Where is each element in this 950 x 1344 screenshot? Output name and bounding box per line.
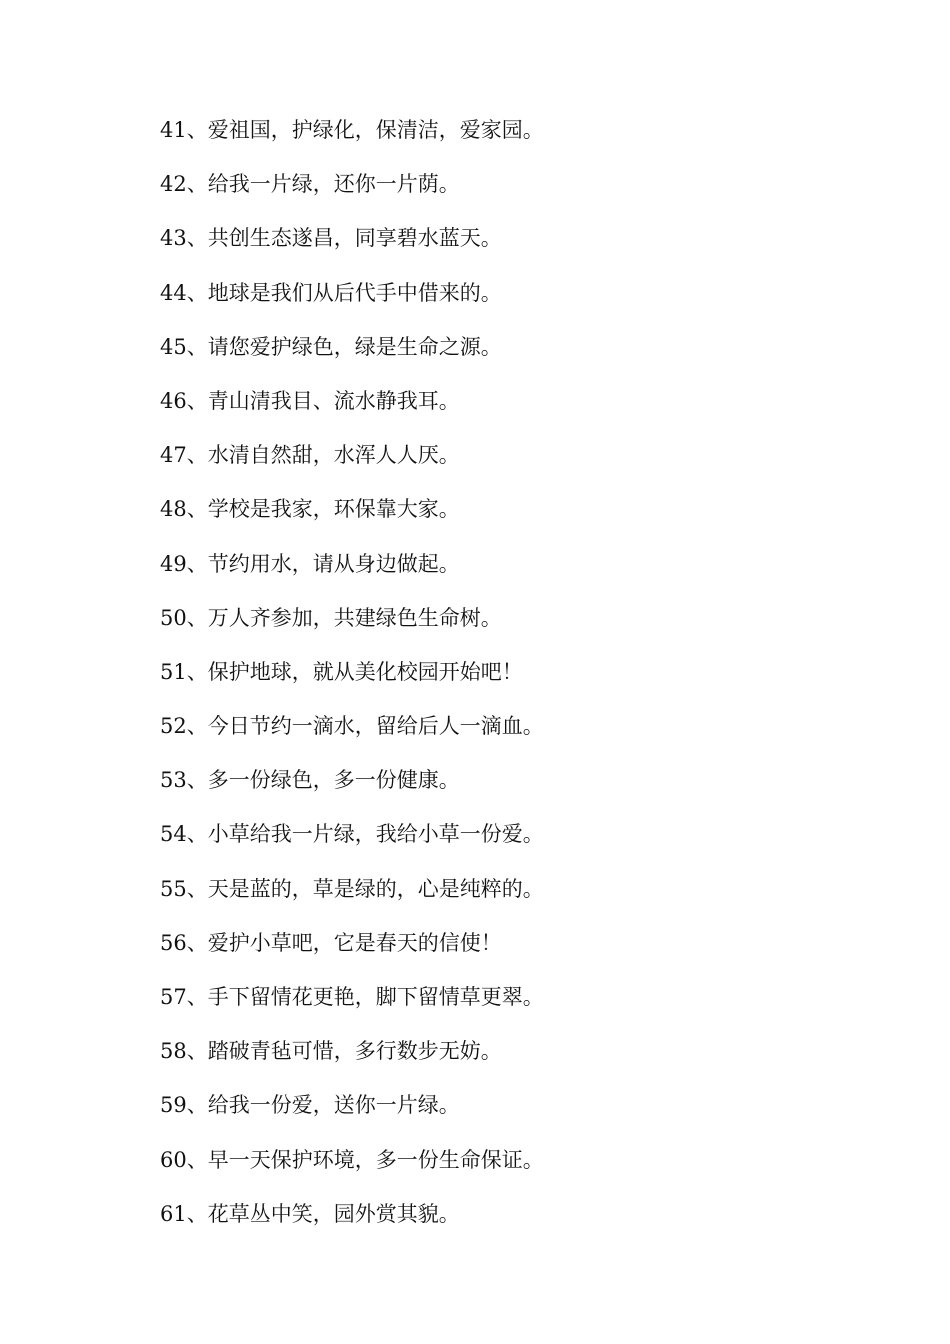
slogan-item: 44、地球是我们从后代手中借来的。 (160, 280, 502, 305)
slogan-list (160, 114, 544, 1252)
slogan-item: 59、给我一份爱，送你一片绿。 (160, 1093, 460, 1118)
slogan-item: 57、手下留情花更艳，脚下留情草更翠。 (160, 985, 544, 1009)
slogan-item: 58、踏破青毡可惜，多行数步无妨。 (160, 1039, 502, 1064)
slogan-item: 42、给我一片绿，还你一片荫。 (160, 172, 460, 197)
slogan-item: 55、天是蓝的，草是绿的，心是纯粹的。 (160, 876, 544, 901)
slogan-item: 41、爱祖国，护绿化，保清洁，爱家园。 (160, 118, 544, 142)
slogan-item: 52、今日节约一滴水，留给后人一滴血。 (160, 714, 544, 739)
slogan-item: 46、青山清我目、流水静我耳。 (160, 388, 460, 413)
slogan-item: 61、花草丛中笑，园外赏其貌。 (160, 1201, 460, 1226)
slogan-item: 45、请您爱护绿色，绿是生命之源。 (160, 334, 502, 359)
slogan-item: 60、早一天保护环境，多一份生命保证。 (160, 1147, 544, 1172)
slogan-item: 49、节约用水，请从身边做起。 (160, 551, 460, 576)
slogan-item: 48、学校是我家，环保靠大家。 (160, 497, 460, 522)
slogan-item: 53、多一份绿色，多一份健康。 (160, 768, 460, 793)
slogan-item: 43、共创生态遂昌，同享碧水蓝天。 (160, 226, 502, 251)
slogan-item: 47、水清自然甜，水浑人人厌。 (160, 443, 460, 468)
slogan-item: 51、保护地球，就从美化校园开始吧！ (160, 659, 523, 684)
slogan-item: 54、小草给我一片绿，我给小草一份爱。 (160, 822, 544, 847)
slogan-item: 56、爱护小草吧，它是春天的信使！ (160, 930, 502, 955)
slogan-item: 50、万人齐参加，共建绿色生命树。 (160, 605, 502, 630)
